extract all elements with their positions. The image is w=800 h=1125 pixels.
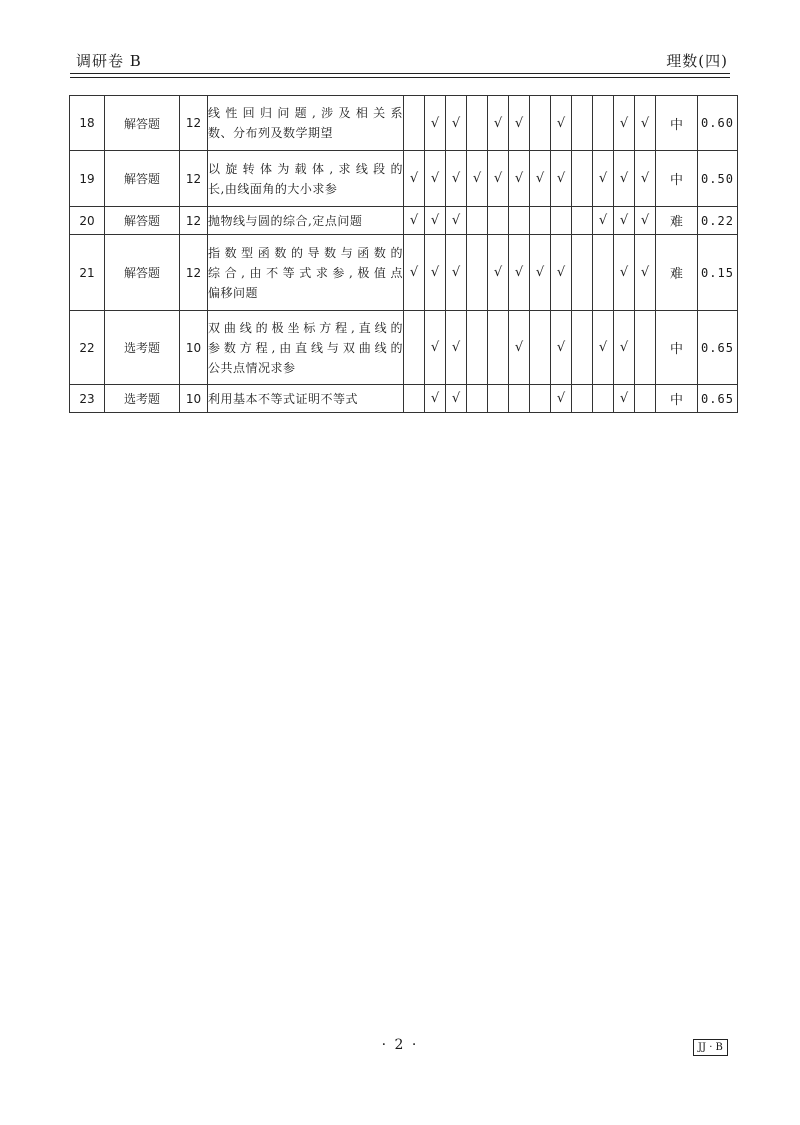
check-cell: √ — [404, 207, 425, 235]
check-cell: √ — [509, 235, 530, 311]
check-cell — [404, 311, 425, 385]
difficulty-cell: 中 — [656, 151, 698, 207]
check-cell: √ — [593, 207, 614, 235]
check-cell: √ — [404, 235, 425, 311]
question-type-cell: 解答题 — [105, 207, 180, 235]
check-cell — [572, 151, 593, 207]
pass-rate-cell: 0.50 — [698, 151, 738, 207]
check-cell: √ — [488, 151, 509, 207]
description-line: 数、分布列及数学期望 — [208, 126, 334, 140]
check-cell — [467, 311, 488, 385]
check-cell: √ — [530, 151, 551, 207]
check-cell — [530, 385, 551, 413]
exam-spec-table — [69, 95, 738, 413]
check-cell: √ — [593, 151, 614, 207]
check-cell: √ — [551, 151, 572, 207]
check-cell: √ — [446, 235, 467, 311]
pass-rate-cell: 0.65 — [698, 311, 738, 385]
check-cell — [551, 207, 572, 235]
check-cell — [593, 385, 614, 413]
check-cell — [530, 207, 551, 235]
question-type-cell: 解答题 — [105, 235, 180, 311]
description-cell — [208, 96, 404, 151]
description-line: 抛物线与圆的综合,定点问题 — [208, 213, 363, 228]
question-type-cell: 解答题 — [105, 151, 180, 207]
check-cell: √ — [488, 235, 509, 311]
check-cell: √ — [425, 235, 446, 311]
question-type-cell: 解答题 — [105, 96, 180, 151]
check-cell — [572, 235, 593, 311]
check-cell: √ — [467, 151, 488, 207]
check-cell: √ — [614, 235, 635, 311]
check-cell: √ — [635, 151, 656, 207]
description-line: 双曲线的极坐标方程,直线的 — [208, 320, 403, 335]
score-cell: 12 — [180, 96, 208, 151]
question-number-cell: 18 — [70, 96, 105, 151]
score-cell: 10 — [180, 385, 208, 413]
pass-rate-cell: 0.60 — [698, 96, 738, 151]
question-type-cell: 选考题 — [105, 311, 180, 385]
description-line: 利用基本不等式证明不等式 — [208, 391, 359, 406]
header-rule-thin — [70, 77, 730, 78]
check-cell — [488, 385, 509, 413]
difficulty-cell: 中 — [656, 96, 698, 151]
question-number-cell: 22 — [70, 311, 105, 385]
pass-rate-cell: 0.65 — [698, 385, 738, 413]
check-cell: √ — [635, 96, 656, 151]
check-cell — [509, 207, 530, 235]
check-cell: √ — [425, 96, 446, 151]
page-number: · 2 · — [381, 1037, 419, 1053]
check-cell — [593, 235, 614, 311]
check-cell: √ — [614, 151, 635, 207]
check-cell: √ — [404, 151, 425, 207]
check-cell — [572, 207, 593, 235]
check-cell: √ — [488, 96, 509, 151]
description-line: 长,由线面角的大小求参 — [208, 181, 338, 196]
check-cell: √ — [635, 235, 656, 311]
check-cell: √ — [425, 385, 446, 413]
check-cell: √ — [509, 151, 530, 207]
check-cell: √ — [425, 207, 446, 235]
check-cell: √ — [530, 235, 551, 311]
check-cell — [404, 96, 425, 151]
description-cell — [208, 151, 404, 207]
check-cell — [635, 385, 656, 413]
difficulty-cell: 难 — [656, 235, 698, 311]
check-cell: √ — [614, 311, 635, 385]
question-type-cell: 选考题 — [105, 385, 180, 413]
table-row — [70, 385, 738, 413]
description-line: 参数方程,由直线与双曲线的 — [208, 340, 403, 355]
description-cell — [208, 207, 404, 235]
check-cell — [572, 311, 593, 385]
score-cell: 12 — [180, 207, 208, 235]
paper-code-badge: JJ · B — [693, 1039, 728, 1056]
check-cell — [467, 96, 488, 151]
table-row — [70, 207, 738, 235]
check-cell — [488, 207, 509, 235]
table-row — [70, 311, 738, 385]
check-cell — [593, 96, 614, 151]
question-number-cell: 23 — [70, 385, 105, 413]
check-cell: √ — [509, 96, 530, 151]
check-cell — [467, 207, 488, 235]
description-line: 偏移问题 — [208, 285, 259, 300]
check-cell — [488, 311, 509, 385]
header-title-right: 理数(四) — [666, 52, 728, 70]
description-line: 指数型函数的导数与函数的 — [208, 245, 403, 260]
check-cell: √ — [446, 151, 467, 207]
description-cell — [208, 311, 404, 385]
check-cell — [467, 385, 488, 413]
difficulty-cell: 中 — [656, 385, 698, 413]
pass-rate-cell: 0.22 — [698, 207, 738, 235]
difficulty-cell: 难 — [656, 207, 698, 235]
question-number-cell: 21 — [70, 235, 105, 311]
score-cell: 12 — [180, 151, 208, 207]
check-cell — [635, 311, 656, 385]
check-cell — [404, 385, 425, 413]
check-cell: √ — [425, 151, 446, 207]
table-row — [70, 151, 738, 207]
check-cell — [572, 385, 593, 413]
check-cell — [572, 96, 593, 151]
description-line: 公共点情况求参 — [208, 360, 296, 375]
check-cell — [467, 235, 488, 311]
check-cell: √ — [614, 96, 635, 151]
check-cell — [509, 385, 530, 413]
pass-rate-cell: 0.15 — [698, 235, 738, 311]
table-row — [70, 235, 738, 311]
check-cell: √ — [551, 385, 572, 413]
question-number-cell: 19 — [70, 151, 105, 207]
check-cell: √ — [446, 96, 467, 151]
check-cell: √ — [446, 385, 467, 413]
header-title-left: 调研卷 B — [76, 52, 142, 70]
header-rule-thick — [70, 73, 730, 74]
check-cell — [530, 311, 551, 385]
check-cell: √ — [425, 311, 446, 385]
check-cell: √ — [551, 235, 572, 311]
check-cell: √ — [593, 311, 614, 385]
check-cell — [530, 96, 551, 151]
score-cell: 12 — [180, 235, 208, 311]
check-cell: √ — [446, 207, 467, 235]
table-row — [70, 96, 738, 151]
check-cell: √ — [614, 207, 635, 235]
check-cell: √ — [509, 311, 530, 385]
description-line: 线性回归问题,涉及相关系 — [208, 106, 403, 120]
check-cell: √ — [614, 385, 635, 413]
score-cell: 10 — [180, 311, 208, 385]
description-line: 以旋转体为载体,求线段的 — [208, 161, 403, 176]
description-cell — [208, 235, 404, 311]
question-number-cell: 20 — [70, 207, 105, 235]
check-cell: √ — [551, 96, 572, 151]
check-cell: √ — [446, 311, 467, 385]
check-cell: √ — [635, 207, 656, 235]
description-cell — [208, 385, 404, 413]
difficulty-cell: 中 — [656, 311, 698, 385]
check-cell: √ — [551, 311, 572, 385]
description-line: 综合,由不等式求参,极值点 — [208, 265, 403, 280]
